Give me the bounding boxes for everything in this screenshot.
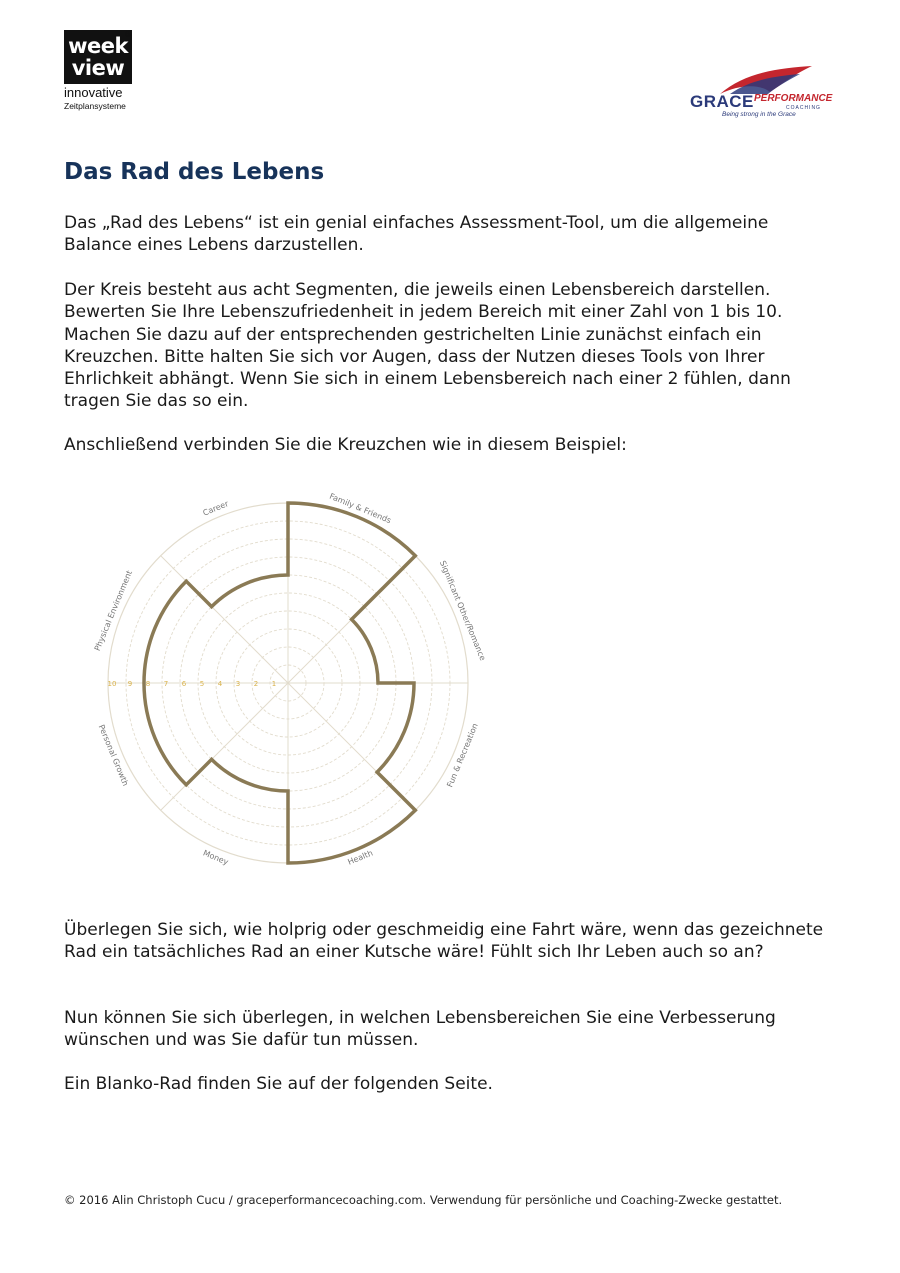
wheel-segment-label: Personal Growth: [96, 723, 131, 788]
wheel-segment-label: Money: [201, 848, 230, 867]
wheel-scale-number: 5: [199, 680, 205, 688]
wheel-scale-number: 10: [107, 680, 117, 688]
wheel-scale-number: 8: [145, 680, 151, 688]
wheel-segment-label: Fun & Recreation: [445, 721, 480, 789]
wheel-scale-number: 6: [181, 680, 187, 688]
grace-performance-logo: [690, 62, 840, 122]
weekview-tagline: innovative: [64, 85, 123, 100]
instructions-paragraph: Der Kreis besteht aus acht Segmenten, die jeweils einen Lebensbereich darstellen. Bewerten Sie Ihre Lebenszufriedenheit in jedem Bereich mit einer Zahl von 1 bis 10. Machen Sie dazu auf der entsprechenden gestrichelten Linie zunächst einfach ein Kreuzchen. Bitte halten Sie sich vor Augen, dass der Nutzen dieses Tools von Ihrer Ehrlichkeit abhängt. Wenn Sie sich in einem Lebensbereich nach einer 2 fühlen, dann tragen Sie das so ein.: [64, 280, 791, 412]
example-intro-paragraph: Anschließend verbinden Sie die Kreuzchen wie in diesem Beispiel:: [64, 435, 627, 455]
wheel-segment-label: Career: [201, 499, 230, 518]
copyright-footer: © 2016 Alin Christoph Cucu / graceperformancecoaching.com. Verwendung für persönliche und Coaching-Zwecke gestattet.: [64, 1193, 783, 1207]
wheel-scale-number: 4: [217, 680, 223, 688]
grace-logo-main: GRACE: [690, 92, 754, 111]
weekview-logo-line2: view: [71, 56, 125, 80]
weekview-subline: Zeitplansysteme: [64, 101, 126, 111]
wheel-scale-number: 3: [235, 680, 241, 688]
wheel-segment-label: Family & Friends: [328, 491, 393, 526]
wheel-segment-label: Physical Environment: [92, 569, 135, 653]
grace-logo-tagline: Being strong in the Grace: [722, 111, 796, 118]
wheel-of-life-diagram: [80, 488, 500, 878]
wheel-scale-number: 1: [271, 680, 277, 688]
wheel-segment-label: Health: [346, 848, 375, 867]
improvement-paragraph: Nun können Sie sich überlegen, in welchen Lebensbereichen Sie eine Verbesserung wünschen und was Sie dafür tun müssen.: [64, 1008, 776, 1051]
grace-logo-coaching: COACHING: [786, 105, 821, 111]
grace-logo-performance: PERFORMANCE: [754, 93, 833, 104]
weekview-logo: [64, 30, 144, 84]
reflection-paragraph: Überlegen Sie sich, wie holprig oder geschmeidig eine Fahrt wäre, wenn das gezeichnete Rad ein tatsächliches Rad an einer Kutsche wäre! Fühlt sich Ihr Leben auch so an?: [64, 920, 824, 963]
wheel-scale-number: 9: [127, 680, 133, 688]
wheel-scale-number: 2: [253, 680, 259, 688]
weekview-registered-mark: ®: [124, 30, 132, 39]
blank-wheel-note: Ein Blanko-Rad finden Sie auf der folgenden Seite.: [64, 1074, 493, 1094]
page-title: Das Rad des Lebens: [64, 159, 325, 185]
weekview-logo-line1: week: [68, 34, 128, 58]
intro-paragraph: Das „Rad des Lebens“ ist ein genial einfaches Assessment-Tool, um die allgemeine Balance eines Lebens darzustellen.: [64, 213, 769, 256]
wheel-scale-number: 7: [163, 680, 169, 688]
wheel-segment-label: Significant Other/Romance: [437, 559, 488, 663]
